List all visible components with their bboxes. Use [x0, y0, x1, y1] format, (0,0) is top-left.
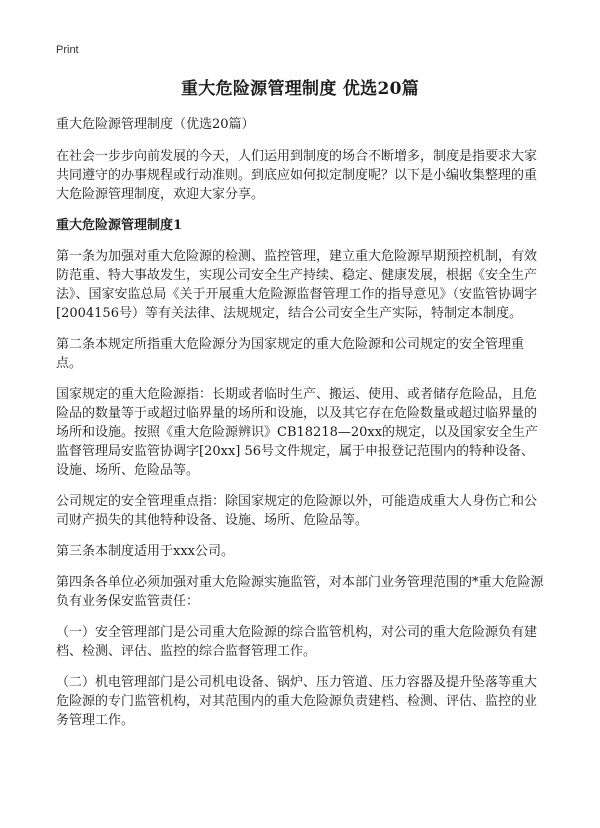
section-heading: 重大危险源管理制度1	[56, 218, 183, 233]
article-1-paragraph: 第一条为加强对重大危险源的检测、监控管理，建立重大危险源早期预控机制，有效防范重、特大事故发生，实现公司安全生产持续、稳定、健康发展，根据《安全生产法》、国家安监总局《关于开展重大危险源监督管理工作的指导意见》（安监管协调字[2004156号）等有关法律、法规规定，结合公司安全生产实际，特制定本制度。	[56, 249, 538, 321]
intro-paragraph: 在社会一步步向前发展的今天，人们运用到制度的场合不断增多，制度是指要求大家共同遵守的办事规程或行动准则。到底应如何拟定制度呢？以下是小编收集整理的重大危险源管理制度，欢迎大家分享。	[56, 149, 538, 202]
national-definition-paragraph: 国家规定的重大危险源指：长期或者临时生产、搬运、使用、或者储存危险品，且危险品的数量等于或超过临界量的场所和设施，以及其它存在危险数量或超过临界量的场所和设施。按照《重大危险源辨识》CB18218—20xx的规定，以及国家安全生产监督管理局安监管协调字[20xx] 56号文件规定，属于申报登记范围内的特种设备、设施、场所、危险品等。	[56, 387, 539, 478]
document-subtitle: 重大危险源管理制度（优选20篇）	[56, 117, 255, 132]
item-1-paragraph: （一）安全管理部门是公司重大危险源的综合监管机构，对公司的重大危险源负有建档、检测、评估、监控的综合监督管理工作。	[56, 625, 538, 659]
article-4-paragraph: 第四条各单位必须加强对重大危险源实施监管，对本部门业务管理范围的*重大危险源负有业务保安监管责任：	[56, 575, 544, 609]
company-definition-paragraph: 公司规定的安全管理重点指：除国家规定的危险源以外，可能造成重大人身伤亡和公司财产损失的其他特种设备、设施、场所、危险品等。	[56, 494, 538, 528]
item-2-paragraph: （二）机电管理部门是公司机电设备、锅炉、压力管道、压力容器及提升坠落等重大危险源的专门监管机构，对其范围内的重大危险源负责建档、检测、评估、监控的业务管理工作。	[56, 675, 538, 728]
page-title: 重大危险源管理制度 优选20篇	[180, 79, 420, 99]
print-link[interactable]: Print	[56, 44, 79, 56]
article-2-paragraph: 第二条本规定所指重大危险源分为国家规定的重大危险源和公司规定的安全管理重点。	[56, 337, 525, 371]
article-3-paragraph: 第三条本制度适用于xxx公司。	[56, 544, 234, 559]
